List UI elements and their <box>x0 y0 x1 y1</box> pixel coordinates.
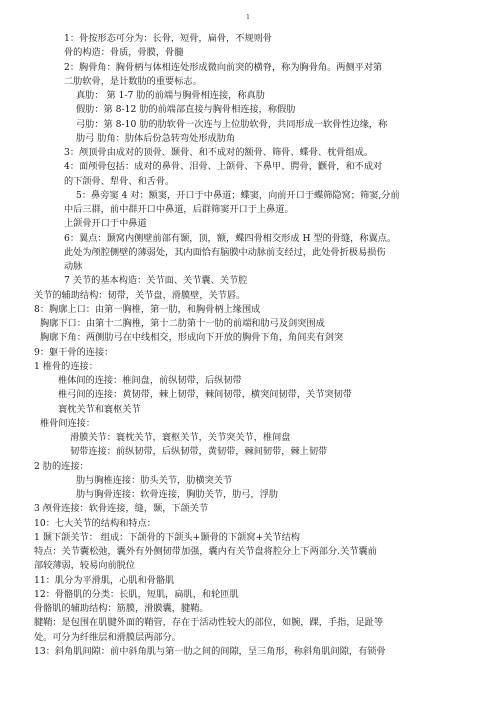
text-line: 骨的构造：骨质，骨膜，骨髓 <box>64 47 184 59</box>
text-line: 特点：关节囊松弛，囊外有外侧韧带加强，囊内有关节盘将腔分上下两部分.关节囊前 <box>34 546 377 557</box>
text-line: 关节的辅助结构：韧带，关节盘，滑膜壁，关节唇。 <box>34 289 246 301</box>
text-line: 1 椎骨的连接： <box>34 360 98 372</box>
text-line: 3 颅骨连接：软骨连接，缝，颞，下颌关节 <box>34 503 209 515</box>
text-line: 肋与胸骨连接：软骨连接，胸肋关节，肋弓，浮肋 <box>76 489 279 500</box>
text-line: 假肋：第 8-12 肋的前端部直接与胸骨相连接，称假肋 <box>76 104 296 116</box>
text-line: 2：胸骨角：胸骨柄与体相连处形成微向前突的横脊，称为胸骨角。两侧平对第 <box>64 61 383 73</box>
text-line: 椎骨间连接： <box>40 417 96 429</box>
text-line: 中后三群，前中群开口中鼻道，后群筛窦开口于上鼻道。 <box>64 204 294 215</box>
text-line: 椎体间的连接：椎间盘，前纵韧带，后纵韧带 <box>58 375 242 386</box>
text-line: 的下颌骨、犁骨、和舌骨。 <box>64 175 175 187</box>
text-line: 上颌骨开口于中鼻道 <box>64 218 147 230</box>
text-line: 2 肋的连接： <box>34 460 89 472</box>
text-line: 部较薄弱，较易向前脱位 <box>34 560 136 572</box>
text-line: 3：颅顶骨由成对的顶骨、颞骨、和不成对的额骨、筛骨、蝶骨、枕骨组成。 <box>64 147 374 158</box>
text-line: 腱鞘：是包围在肌腱外面的鞘管，存在于活动性较大的部位，如腕，踝，手指，足趾等 <box>34 617 384 629</box>
text-line: 肋与胸椎连接：肋头关节，肋横突关节 <box>76 474 233 486</box>
text-line: 骨骼肌的辅助结构：筋膜，滑膜囊，腱鞘。 <box>34 603 209 614</box>
text-line: 寰枕关节和寰枢关节 <box>58 403 141 415</box>
text-line: 5：鼻旁窦 4 对：额窦，开口于中鼻道；蝶窦，向前开口于蝶筛隐窝；筛窦,分前 <box>76 189 400 201</box>
text-line: 1：骨按形态可分为：长骨，短骨，扁骨，不规则骨 <box>64 33 272 44</box>
text-line: 动脉 <box>64 261 83 272</box>
text-line: 真肋： 第 1-7 肋的前端与胸骨相连接，称真肋 <box>76 90 265 101</box>
text-line: 肋弓 肋角：肋体后份急转弯处形成肋角 <box>76 132 236 144</box>
text-line: 1 颞下颌关节： 组成：下颌骨的下颌头+颞骨的下颌窝+关节结构 <box>34 531 300 543</box>
text-line: 二肋软骨，是计数肋的重要标志。 <box>64 75 202 87</box>
text-line: 8：胸廓上口：由第一胸椎，第一肋，和胸骨柄上缘围成 <box>34 303 261 315</box>
document-body <box>0 32 496 659</box>
text-line: 6：翼点：颞窝内侧壁前部有颞，顶，额，蝶四骨相交形成 H 型的骨缝，称翼点。 <box>64 232 397 244</box>
text-line: 4：面颅骨包括：成对的鼻骨、泪骨、上颌骨、下鼻甲、腭骨，颧骨，和不成对 <box>64 161 383 173</box>
text-line: 10：七大关节的结构和特点： <box>34 517 156 529</box>
text-line: 9：躯干骨的连接： <box>34 346 114 358</box>
text-line: 11：肌分为平滑肌，心肌和骨骼肌 <box>34 574 175 586</box>
text-line: 处。可分为纤维层和滑膜层两部分。 <box>34 631 181 643</box>
text-line: 弓肋：第 8-10 肋的肋软骨一次连与上位肋软骨，共同形成一软骨性边缘，称 <box>76 118 388 130</box>
text-line: 椎弓间的连接：黄韧带，棘上韧带，棘间韧带，横突间韧带，关节突韧带 <box>58 389 352 401</box>
text-line: 13：斜角肌间隙：前中斜角肌与第一肋之间的间隙，呈三角形，称斜角肌间隙，有锁骨 <box>34 645 386 657</box>
text-line: 滑膜关节：寰枕关节，寰枢关节，关节突关节，椎间盘 <box>70 432 291 443</box>
text-line: 韧带连接：前纵韧带，后纵韧带，黄韧带，棘间韧带，棘上韧带 <box>70 446 328 458</box>
text-line: 胸廓下口：由第十二胸椎，第十二肋第十一肋的前端和肋弓及剑突围成 <box>40 318 325 329</box>
text-line: 7 关节的基本构造：关节面、关节囊、关节腔 <box>64 275 248 287</box>
page-number: 1 <box>246 14 250 21</box>
text-line: 此处为颅腔侧壁的薄弱处，其内面恰有脑膜中动脉前支经过，此处骨折极易损伤 <box>64 246 386 258</box>
text-line: 12：骨骼肌的分类：长肌，短肌，扁肌，和轮匝肌 <box>34 588 239 600</box>
text-line: 胸廓下角：两侧肋弓在中线相交，形成向下开放的胸骨下角，角间夹有剑突 <box>40 332 344 344</box>
